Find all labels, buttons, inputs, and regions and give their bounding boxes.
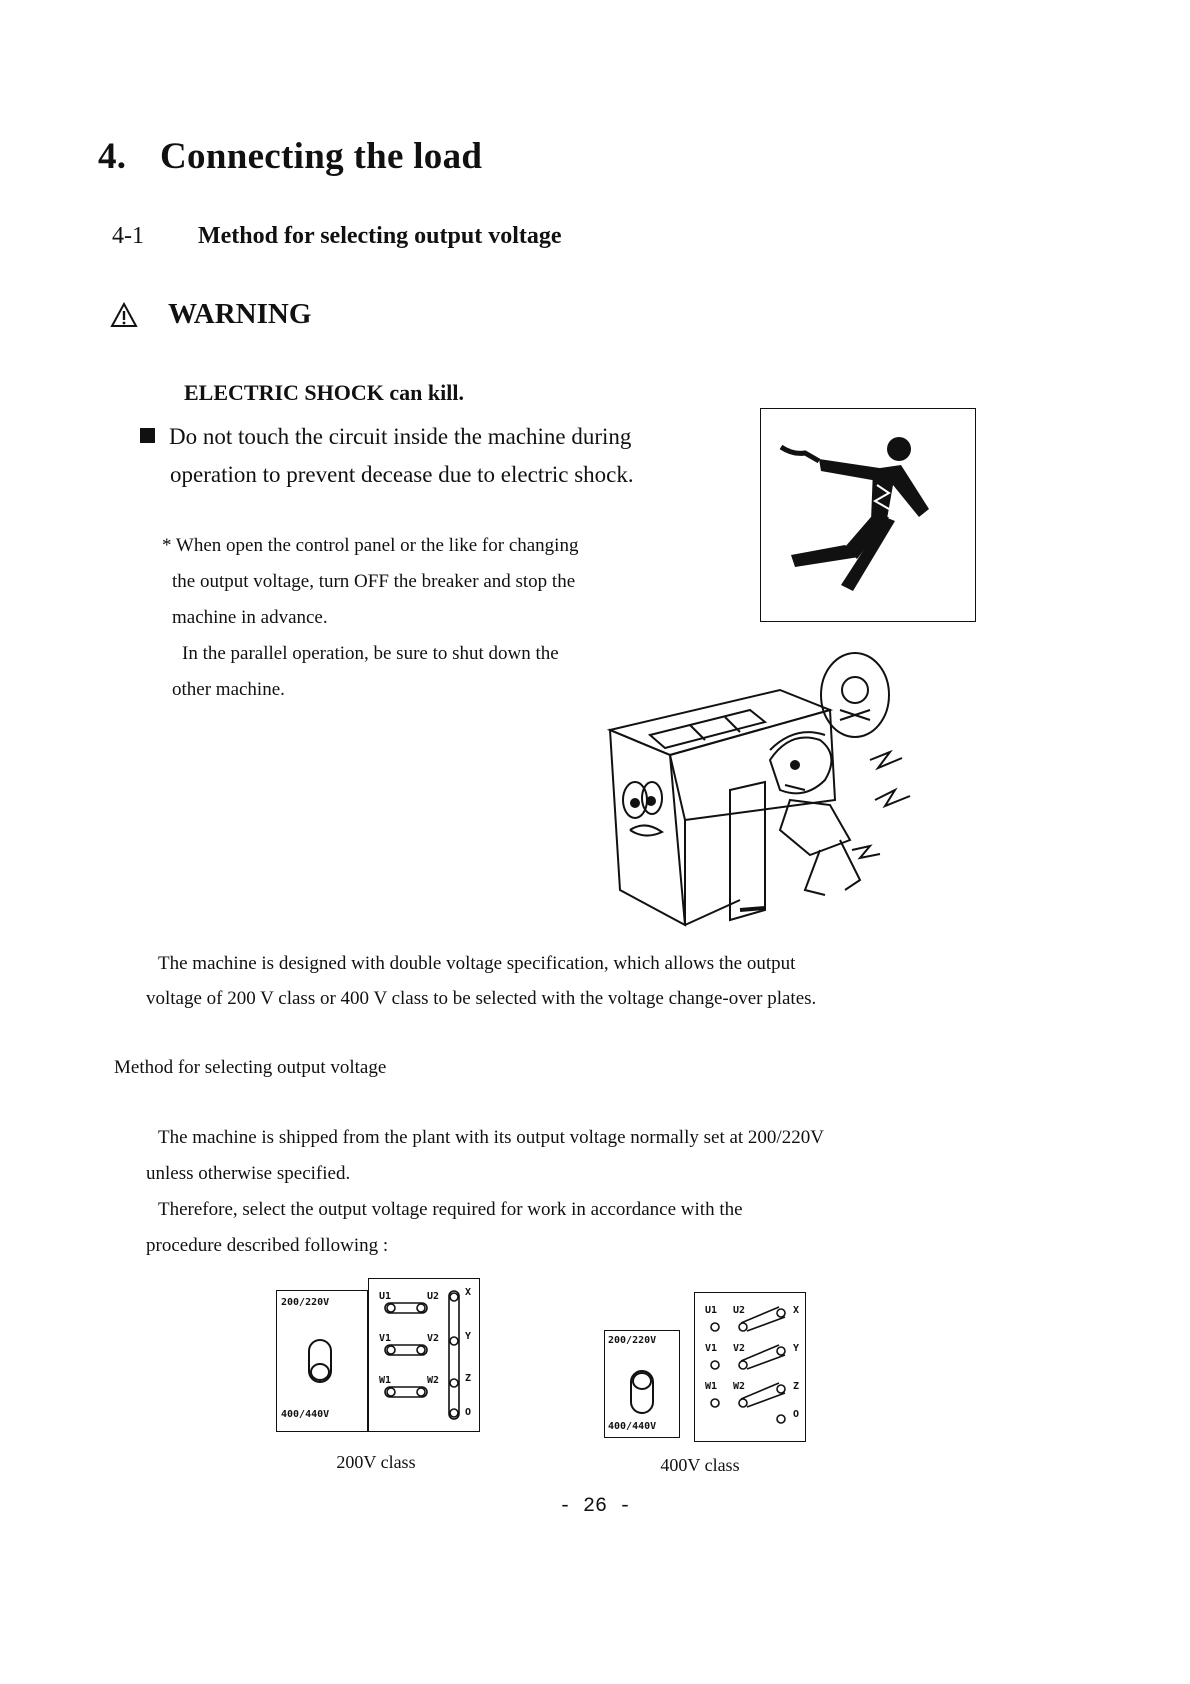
terminal-x-400: X: [793, 1305, 800, 1316]
terminal-w2: W2: [427, 1375, 440, 1386]
terminal-u2: U2: [427, 1291, 440, 1302]
terminal-v1-400: V1: [705, 1343, 718, 1354]
note-line-3: machine in advance.: [172, 607, 328, 628]
switch-label-bottom-400: 400/440V: [608, 1421, 657, 1432]
terminal-plate-200v: [368, 1278, 480, 1432]
terminal-w2-400: W2: [733, 1381, 746, 1392]
electric-shock-sign: [760, 408, 976, 622]
connection-plates-200v-icon: [369, 1279, 479, 1431]
terminal-plate-400v: [694, 1292, 806, 1442]
bullet-line-2: operation to prevent decease due to electric shock.: [170, 462, 634, 487]
note-line-5: other machine.: [172, 679, 285, 700]
shock-title: [184, 380, 464, 406]
terminal-y-400: Y: [793, 1343, 800, 1354]
terminal-z-400: Z: [793, 1381, 800, 1392]
switch-panel-200v: [276, 1290, 368, 1432]
terminal-o-400: O: [793, 1409, 800, 1420]
method-line-3: Therefore, select the output voltage required for work in accordance with the: [158, 1199, 743, 1220]
warning-triangle-icon: [110, 302, 138, 328]
shock-title-rest: can kill.: [383, 380, 464, 405]
note-line-4: In the parallel operation, be sure to shut down the: [182, 643, 559, 664]
electric-shock-figure-icon: [761, 409, 975, 621]
method-line-1: The machine is shipped from the plant with its output voltage normally set at 200/220V: [158, 1127, 824, 1148]
method-line-4: procedure described following :: [146, 1235, 389, 1256]
section-number: 4.: [98, 136, 127, 177]
terminal-z: Z: [465, 1373, 472, 1384]
terminal-x: X: [465, 1287, 472, 1298]
terminal-u2-400: U2: [733, 1305, 746, 1316]
switch-label-top-400: 200/220V: [608, 1335, 657, 1346]
toggle-switch-up-icon: [627, 1367, 657, 1417]
terminal-o: O: [465, 1407, 472, 1418]
subsection-title: Method for selecting output voltage: [198, 223, 562, 249]
switch-panel-400v: [604, 1330, 680, 1438]
terminal-y: Y: [465, 1331, 472, 1342]
switch-label-top: 200/220V: [281, 1297, 330, 1308]
note-line-1: * When open the control panel or the like for changing: [162, 535, 579, 556]
intro-line-1: The machine is designed with double voltage specification, which allows the output: [158, 953, 796, 974]
terminal-u1: U1: [379, 1291, 392, 1302]
machine-shock-cartoon: [590, 640, 950, 940]
warning-bullet: [140, 418, 705, 494]
note-line-2: the output voltage, turn OFF the breaker and stop the: [172, 571, 576, 592]
caption-200v: 200V class: [336, 1452, 416, 1472]
bullet-line-1: Do not touch the circuit inside the machine during: [169, 424, 632, 449]
page-number: - 26 -: [558, 1495, 631, 1518]
shock-title-bold: ELECTRIC SHOCK: [184, 380, 384, 405]
terminal-u1-400: U1: [705, 1305, 718, 1316]
terminal-v2-400: V2: [733, 1343, 746, 1354]
section-heading: [98, 135, 482, 178]
connection-plates-400v-icon: [695, 1293, 805, 1441]
section-title: Connecting the load: [160, 136, 483, 177]
caption-400v: 400V class: [660, 1455, 740, 1475]
warning-heading: [110, 298, 311, 331]
intro-line-2: voltage of 200 V class or 400 V class to be selected with the voltage change-over plates.: [146, 988, 817, 1009]
terminal-w1-400: W1: [705, 1381, 718, 1392]
subsection-heading: [112, 223, 562, 250]
warning-label: WARNING: [168, 298, 312, 330]
bullet-square-icon: [140, 428, 155, 443]
method-title: Method for selecting output voltage: [114, 1057, 387, 1078]
subsection-number: 4-1: [112, 223, 144, 249]
terminal-v2: V2: [427, 1333, 440, 1344]
terminal-w1: W1: [379, 1375, 392, 1386]
terminal-v1: V1: [379, 1333, 392, 1344]
switch-label-bottom: 400/440V: [281, 1409, 330, 1420]
method-line-2: unless otherwise specified.: [146, 1163, 351, 1184]
toggle-switch-down-icon: [305, 1336, 335, 1386]
